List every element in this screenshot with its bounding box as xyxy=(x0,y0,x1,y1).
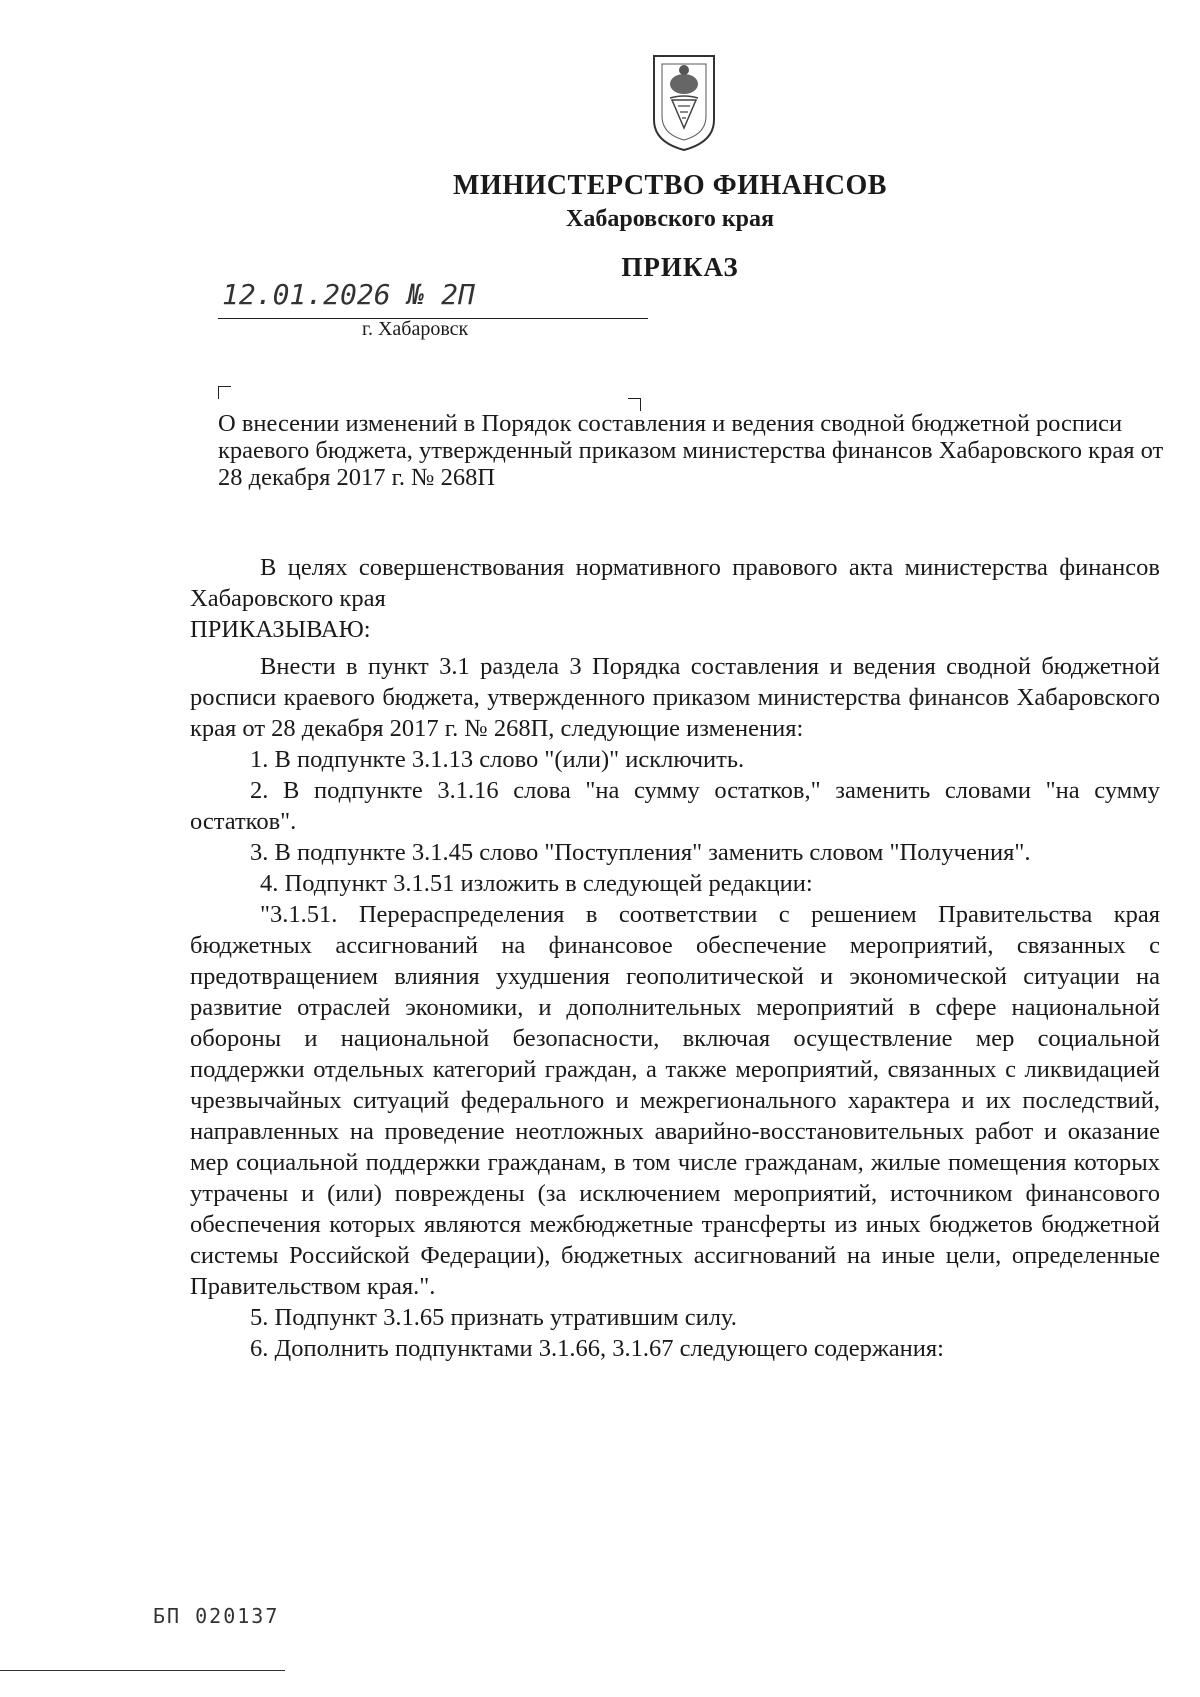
coat-of-arms-icon xyxy=(648,50,720,154)
intro-paragraph: Внести в пункт 3.1 раздела 3 Порядка составления и ведения сводной бюджетной росписи краевого бюджета, утвержденного приказом министерства финансов Хабаровского края от 28 декабря 2017 г. № 268П, следующие изменения: xyxy=(190,653,1160,742)
list-item: 6. Дополнить подпунктами 3.1.66, 3.1.67 следующего содержания: xyxy=(250,1335,944,1362)
list-item: 4. Подпункт 3.1.51 изложить в следующей редакции: xyxy=(260,870,813,897)
list-item: 3. В подпункте 3.1.45 слово "Поступления" заменить словом "Получения". xyxy=(250,839,1031,866)
order-word: ПРИКАЗЫВАЮ: xyxy=(190,616,371,643)
list-item: 2. В подпункте 3.1.16 слова "на сумму остатков," заменить словами "на сумму остатков". xyxy=(190,777,1160,835)
subject-corner-left xyxy=(218,386,231,399)
order-body xyxy=(190,552,1160,1364)
city-label: г. Хабаровск xyxy=(362,318,469,340)
list-item: 1. В подпункте 3.1.13 слово "(или)" исключить. xyxy=(250,746,745,773)
date-number-handwritten: 12.01.2026 № 2П xyxy=(222,278,475,311)
region-title: Хабаровского края xyxy=(566,206,774,232)
document-type-title: ПРИКАЗ xyxy=(621,252,739,282)
ministry-title: МИНИСТЕРСТВО ФИНАНСОВ xyxy=(453,170,887,201)
order-subject: О внесении изменений в Порядок составления и ведения сводной бюджетной росписи краевого бюджета, утвержденный приказом министерства финансов Хабаровского края от 28 декабря 2017 г. № 268П xyxy=(218,410,1164,491)
preamble-paragraph: В целях совершенствования нормативного правового акта министерства финансов Хабаровского края xyxy=(190,554,1160,612)
form-code: БП 020137 xyxy=(153,1604,280,1628)
footer-divider xyxy=(0,1670,285,1671)
quoted-paragraph: "3.1.51. Перераспределения в соответствии с решением Правительства края бюджетных ассигнований на финансовое обеспечение мероприятий, связанных с предотвращением влияния ухудшения геополитической и экономической ситуации на развитие отраслей экономики, и дополнительных мероприятий в сфере национальной обороны и национальной безопасности, включая осуществление мер социальной поддержки отдельных категорий граждан, а также мероприятий, связанных с ликвидацией чрезвычайных ситуаций федерального и межрегионального характера и их последствий, направленных на проведение неотложных аварийно-восстановительных работ и оказание мер социальной поддержки гражданам, в том числе гражданам, жилые помещения которых утрачены и (или) повреждены (за исключением мероприятий, источником финансового обеспечения которых являются межбюджетные трансферты из иных бюджетов бюджетной системы Российской Федерации), бюджетных ассигнований на иные цели, определенные Правительством края.". xyxy=(190,901,1160,1300)
list-item: 5. Подпункт 3.1.65 признать утратившим силу. xyxy=(250,1304,737,1331)
